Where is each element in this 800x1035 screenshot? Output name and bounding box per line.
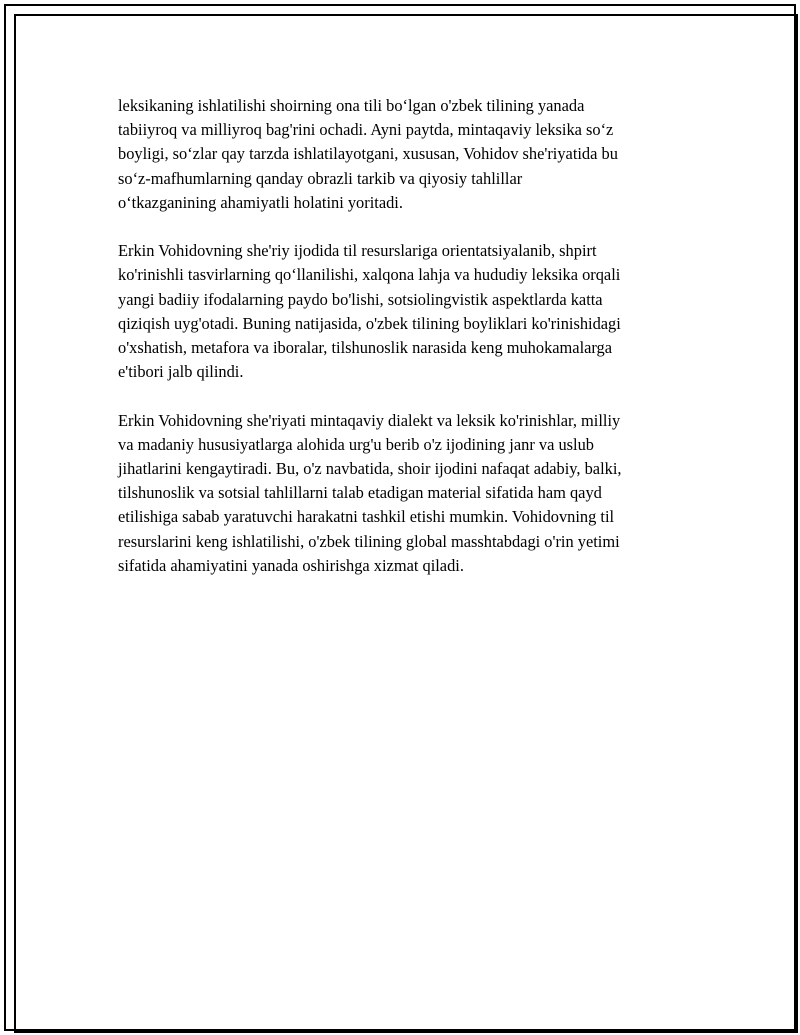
paragraph-line: boyligi, so‘zlar qay tarzda ishlatilayotgani, xususan, Vohidov she'riyatida bu	[118, 144, 618, 164]
paragraph-line: leksikaning ishlatilishi shoirning ona tili bo‘lgan o'zbek tilining yanada	[118, 96, 585, 115]
paragraph-line: etilishiga sabab yaratuvchi harakatni tashkil etishi mumkin. Vohidovning til	[118, 507, 615, 527]
document-body	[118, 94, 690, 602]
paragraph-1	[118, 94, 690, 215]
paragraph-line: jihatlarini kengaytiradi. Bu, o'z navbatida, shoir ijodini nafaqat adabiy, balki,	[118, 459, 622, 479]
paragraph-3	[118, 409, 690, 578]
paragraph-line: e'tibori jalb qilindi.	[118, 362, 244, 382]
paragraph-line: resurslarini keng ishlatilishi, o'zbek tilining global masshtabdagi o'rin yetimi	[118, 531, 620, 551]
paragraph-line: o'xshatish, metafora va iboralar, tilshunoslik narasida keng muhokamalarga	[118, 338, 613, 358]
paragraph-line: so‘z-mafhumlarning qanday obrazli tarkib va qiyosiy tahlillar	[118, 168, 523, 188]
paragraph-line: sifatida ahamiyatini yanada oshirishga xizmat qiladi.	[118, 555, 464, 575]
paragraph-2	[118, 239, 690, 384]
paragraph-line: Erkin Vohidovning she'riyati mintaqaviy dialekt va leksik ko'rinishlar, milliy	[118, 410, 621, 430]
paragraph-line: va madaniy hususiyatlarga alohida urg'u berib o'z ijodining janr va uslub	[118, 434, 594, 454]
paragraph-line: o‘tkazganining ahamiyatli holatini yoritadi.	[118, 192, 403, 212]
paragraph-line: Erkin Vohidovning she'riy ijodida til resurslariga orientatsiyalanib, shpirt	[118, 241, 597, 261]
paragraph-line: qiziqish uyg'otadi. Buning natijasida, o'zbek tilining boyliklari ko'rinishidagi	[118, 313, 621, 333]
paragraph-line: yangi badiiy ifodalarning paydo bo'lishi, sotsiolingvistik aspektlarda katta	[118, 289, 603, 309]
paragraph-line: tilshunoslik va sotsial tahlillarni talab etadigan material sifatida ham qayd	[118, 483, 602, 503]
paragraph-line: ko'rinishli tasvirlarning qo‘llanilishi, xalqona lahja va hududiy leksika orqali	[118, 265, 621, 285]
paragraph-line: tabiiyroq va milliyroq bag'rini ochadi. Ayni paytda, mintaqaviy leksika so‘z	[118, 120, 614, 140]
